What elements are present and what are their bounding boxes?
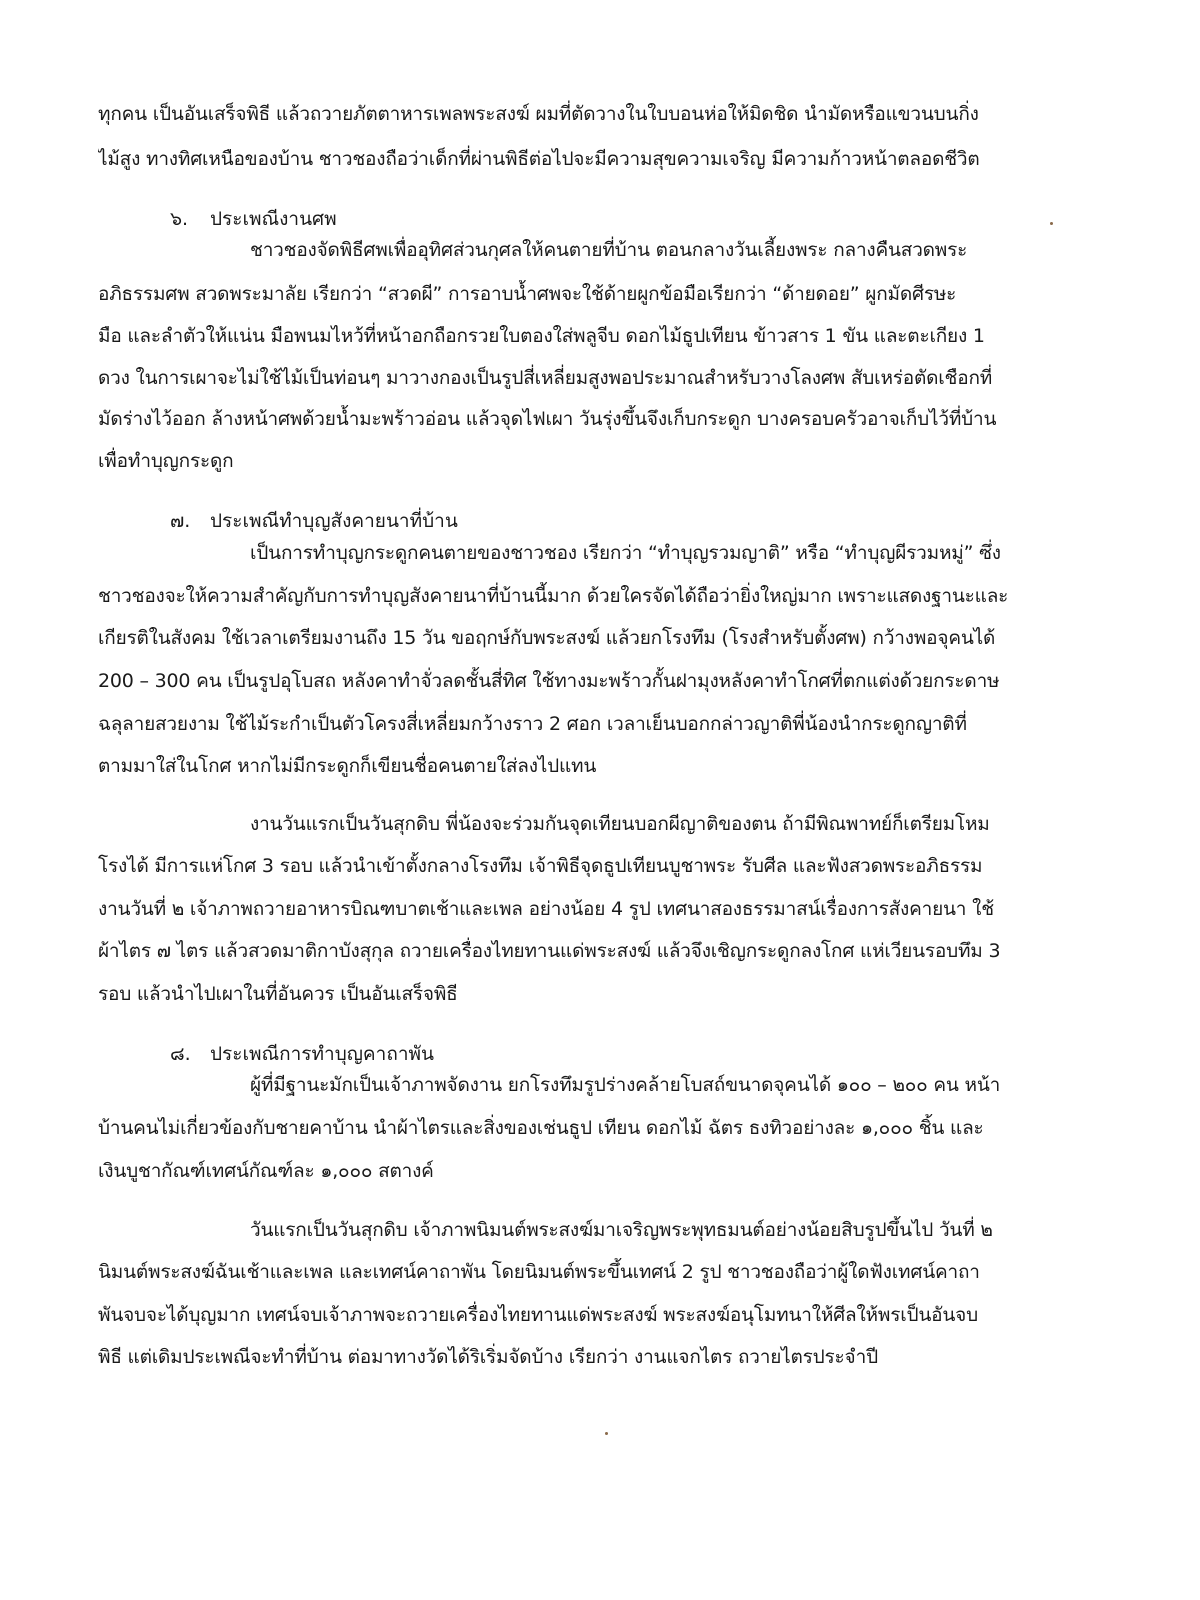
section-8-p2-line-4: พิธี แต่เดิมประเพณีจะทำที่บ้าน ต่อมาทางวัดได้ริเริ่มจัดบ้าง เรียกว่า งานแจกไตร ถวายไตรประจำปี bbox=[98, 1346, 878, 1368]
section-6-p1-line-4: ดวง ในการเผาจะไม่ใช้ไม้เป็นท่อนๆ มาวางกองเป็นรูปสี่เหลี่ยมสูงพอประมาณสำหรับวางโลงศพ สับเหร่อตัดเชือกที่ bbox=[98, 367, 993, 389]
section-7-p1-line-6: ตามมาใส่ในโกศ หากไม่มีกระดูกก็เขียนชื่อคนตายใส่ลงไปแทน bbox=[98, 755, 597, 777]
section-8-p1-line-3: เงินบูชากัณฑ์เทศน์กัณฑ์ละ ๑,๐๐๐ สตางค์ bbox=[98, 1160, 434, 1182]
section-7-heading bbox=[170, 507, 458, 535]
section-6-p1-line-5: มัดร่างไว้ออก ล้างหน้าศพด้วยน้ำมะพร้าวอ่อน แล้วจุดไฟเผา วันรุ่งขึ้นจึงเก็บกระดูก บางครอบครัวอาจเก็บไว้ที่บ้าน bbox=[98, 408, 997, 430]
section-title: ประเพณีทำบุญสังคายนาที่บ้าน bbox=[210, 510, 458, 532]
section-6-p1-line-2: อภิธรรมศพ สวดพระมาลัย เรียกว่า “สวดผี” การอาบน้ำศพจะใช้ด้ายผูกข้อมือเรียกว่า “ด้ายดอย” ผูกมัดศีรษะ bbox=[98, 283, 957, 305]
section-number: ๖. bbox=[170, 208, 189, 230]
section-7-p2-line-5: รอบ แล้วนำไปเผาในที่อันควร เป็นอันเสร็จพิธี bbox=[98, 983, 458, 1005]
section-title: ประเพณีงานศพ bbox=[210, 208, 337, 230]
section-number: ๘. bbox=[170, 1043, 191, 1065]
intro-line-2: ไม้สูง ทางทิศเหนือของบ้าน ชาวชองถือว่าเด็กที่ผ่านพิธีต่อไปจะมีความสุขความเจริญ มีความก้าวหน้าตลอดชีวิต bbox=[98, 148, 980, 170]
section-7-p1-line-3: เกียรติในสังคม ใช้เวลาเตรียมงานถึง 15 วัน ขอฤกษ์กับพระสงฆ์ แล้วยกโรงทึม (โรงสำหรับตั้งศพ) กว้างพอจุคนได้ bbox=[98, 627, 996, 649]
section-7-p1-line-2: ชาวชองจะให้ความสำคัญกับการทำบุญสังคายนาที่บ้านนี้มาก ด้วยใครจัดได้ถือว่ายิ่งใหญ่มาก เพราะแสดงฐานะและ bbox=[98, 585, 1009, 607]
section-title: ประเพณีการทำบุญคาถาพัน bbox=[210, 1043, 435, 1065]
section-8-p2-line-2: นิมนต์พระสงฆ์ฉันเช้าและเพล และเทศน์คาถาพัน โดยนิมนต์พระขึ้นเทศน์ 2 รูป ชาวชองถือว่าผู้ใดฟังเทศน์คาถา bbox=[98, 1261, 980, 1283]
section-8-p2-line-3: พันจบจะได้บุญมาก เทศน์จบเจ้าภาพจะถวายเครื่องไทยทานแด่พระสงฆ์ พระสงฆ์อนุโมทนาให้ศีลให้พรเป็นอันจบ bbox=[98, 1304, 978, 1326]
section-7-p1-line-1: เป็นการทำบุญกระดูกคนตายของชาวชอง เรียกว่า “ทำบุญรวมญาติ” หรือ “ทำบุญผีรวมหมู่” ซึ่ง bbox=[250, 542, 1001, 564]
scan-speck bbox=[605, 1432, 608, 1435]
section-6-p1-line-6: เพื่อทำบุญกระดูก bbox=[98, 450, 234, 472]
intro-line-1: ทุกคน เป็นอันเสร็จพิธี แล้วถวายภัตตาหารเพลพระสงฆ์ ผมที่ตัดวางในใบบอนห่อให้มิดชิด นำมัดหรือแขวนบนกิ่ง bbox=[98, 103, 979, 125]
section-7-p2-line-4: ผ้าไตร ๗ ไตร แล้วสวดมาติกาบังสุกุล ถวายเครื่องไทยทานแด่พระสงฆ์ แล้วจึงเชิญกระดูกลงโกศ แห่เวียนรอบทึม 3 bbox=[98, 940, 1001, 962]
section-number: ๗. bbox=[170, 510, 191, 532]
scan-speck bbox=[1050, 222, 1053, 225]
section-6-heading bbox=[170, 205, 337, 233]
section-8-heading bbox=[170, 1040, 434, 1068]
section-6-p1-line-3: มือ และลำตัวให้แน่น มือพนมไหว้ที่หน้าอกถือกรวยใบตองใส่พลูจีบ ดอกไม้ธูปเทียน ข้าวสาร 1 ขัน และตะเกียง 1 bbox=[98, 325, 985, 347]
section-7-p2-line-1: งานวันแรกเป็นวันสุกดิบ พี่น้องจะร่วมกันจุดเทียนบอกผีญาติของตน ถ้ามีพิณพาทย์ก็เตรียมโหม bbox=[250, 813, 990, 835]
section-8-p1-line-1: ผู้ที่มีฐานะมักเป็นเจ้าภาพจัดงาน ยกโรงทึมรูปร่างคล้ายโบสถ์ขนาดจุคนได้ ๑๐๐ – ๒๐๐ คน หน้า bbox=[250, 1074, 1001, 1096]
section-8-p2-line-1: วันแรกเป็นวันสุกดิบ เจ้าภาพนิมนต์พระสงฆ์มาเจริญพระพุทธมนต์อย่างน้อยสิบรูปขึ้นไป วันที่ ๒ bbox=[250, 1219, 993, 1241]
section-6-p1-line-1: ชาวชองจัดพิธีศพเพื่ออุทิศส่วนกุศลให้คนตายที่บ้าน ตอนกลางวันเลี้ยงพระ กลางคืนสวดพระ bbox=[250, 239, 968, 261]
section-7-p2-line-2: โรงได้ มีการแห่โกศ 3 รอบ แล้วนำเข้าตั้งกลางโรงทึม เจ้าพิธีจุดธูปเทียนบูชาพระ รับศีล และฟังสวดพระอภิธรรม bbox=[98, 855, 983, 877]
section-8-p1-line-2: บ้านคนไม่เกี่ยวข้องกับชายคาบ้าน นำผ้าไตรและสิ่งของเช่นธูป เทียน ดอกไม้ ฉัตร ธงทิวอย่างละ ๑,๐๐๐ ชิ้น และ bbox=[98, 1117, 984, 1139]
section-7-p1-line-5: ฉลุลายสวยงาม ใช้ไม้ระกำเป็นตัวโครงสี่เหลี่ยมกว้างราว 2 ศอก เวลาเย็นบอกกล่าวญาติพี่น้องนำกระดูกญาติที่ bbox=[98, 713, 967, 735]
section-7-p1-line-4: 200 – 300 คน เป็นรูปอุโบสถ หลังคาทำจั่วลดชั้นสี่ทิศ ใช้ทางมะพร้าวกั้นฝามุงหลังคาทำโกศที่ตกแต่งด้วยกระดาษ bbox=[98, 670, 1000, 692]
section-7-p2-line-3: งานวันที่ ๒ เจ้าภาพถวายอาหารบิณฑบาตเช้าและเพล อย่างน้อย 4 รูป เทศนาสองธรรมาสน์เรื่องการสังคายนา ใช้ bbox=[98, 898, 994, 920]
